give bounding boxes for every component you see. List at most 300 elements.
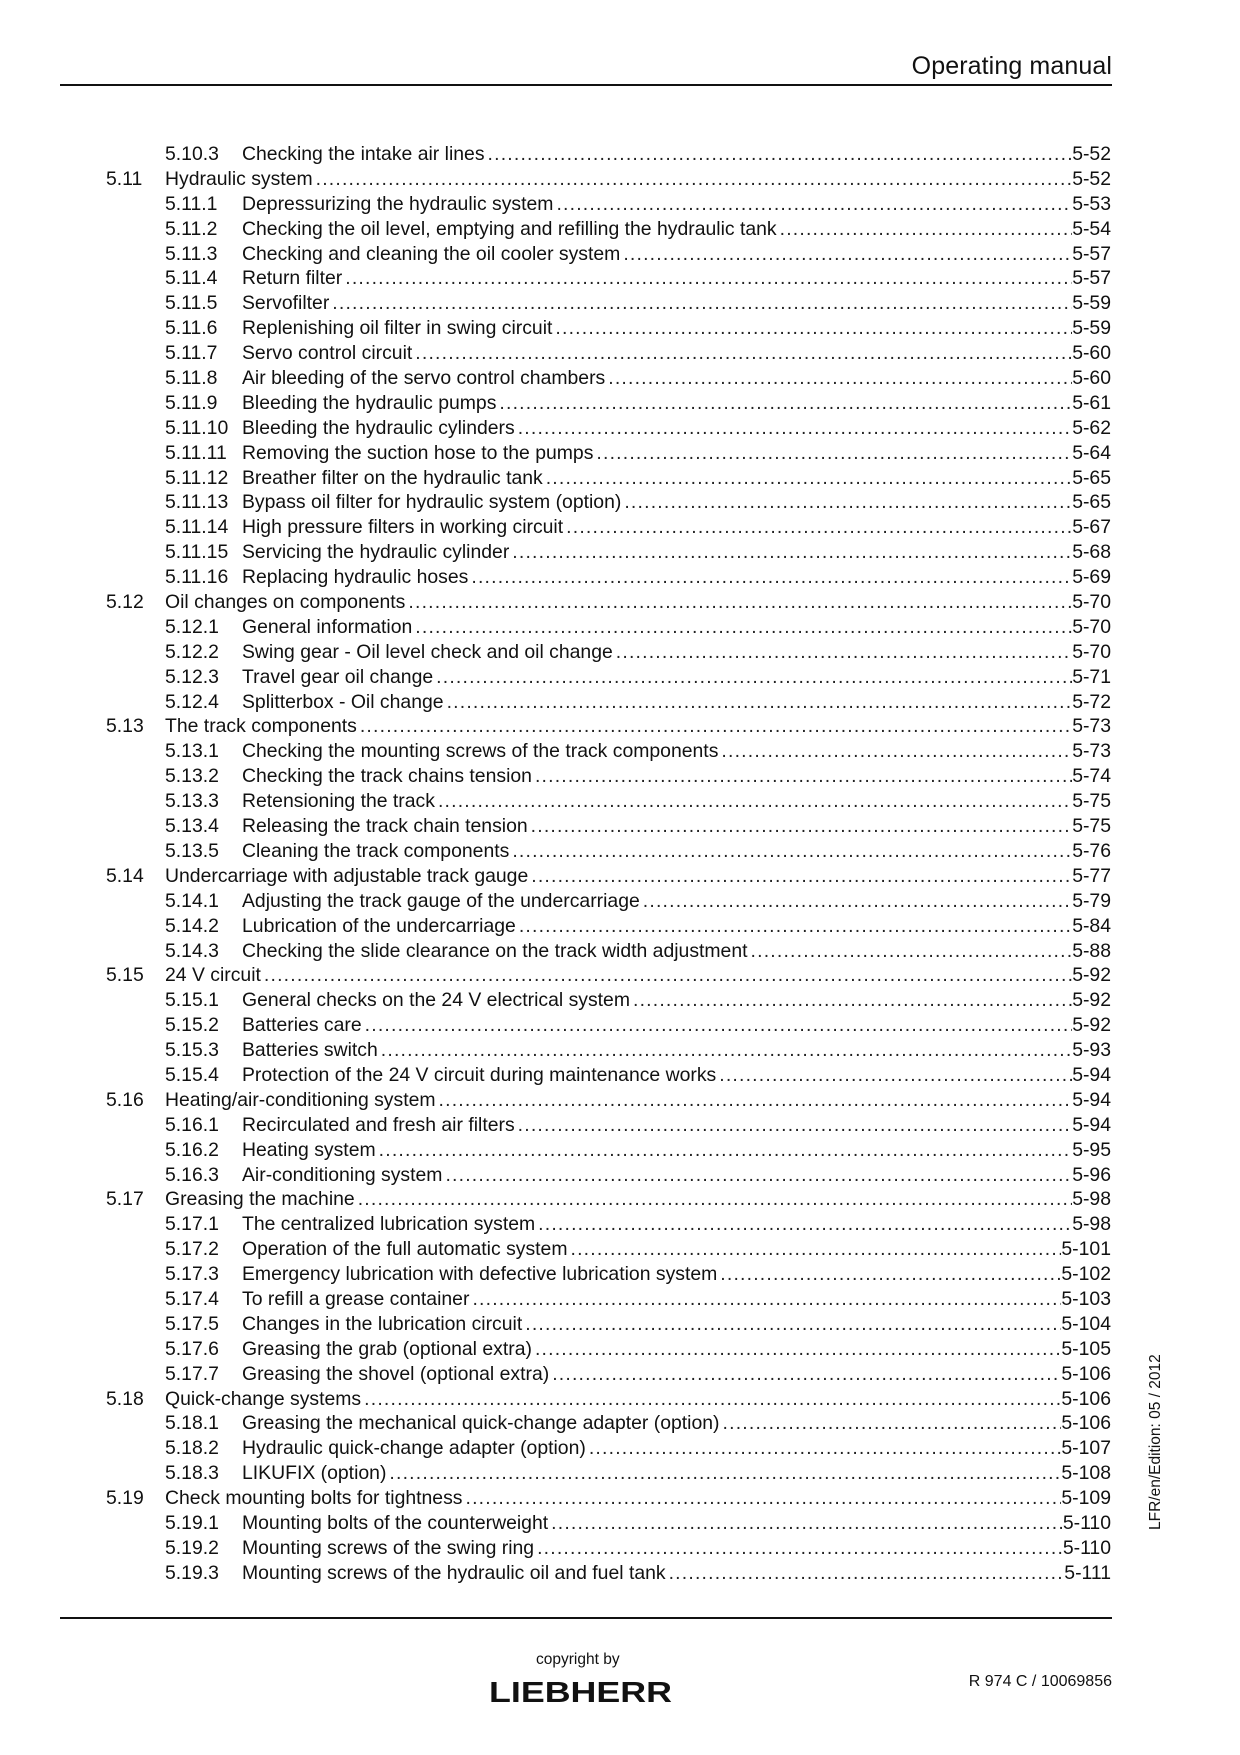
subsection-number: 5.11.11 bbox=[165, 441, 227, 464]
dot-leader bbox=[355, 1187, 1072, 1212]
toc-entry bbox=[165, 192, 1111, 217]
dot-leader bbox=[412, 615, 1072, 640]
toc-subsection-row[interactable] bbox=[0, 1212, 1240, 1237]
toc-entry bbox=[165, 764, 1111, 789]
toc-section-row[interactable] bbox=[0, 714, 1240, 739]
toc-subsection-row[interactable] bbox=[0, 914, 1240, 939]
dot-leader bbox=[718, 739, 1072, 764]
section-number: 5.18 bbox=[106, 1387, 144, 1410]
entry-title: Undercarriage with adjustable track gauge bbox=[165, 864, 529, 887]
entry-title: Mounting bolts of the counterweight bbox=[242, 1511, 549, 1534]
toc-subsection-row[interactable] bbox=[0, 1287, 1240, 1312]
subsection-number: 5.11.16 bbox=[165, 566, 229, 589]
page-number: 5-57 bbox=[1072, 242, 1111, 265]
dot-leader bbox=[567, 1237, 1061, 1262]
entry-title: Splitterbox - Oil change bbox=[242, 690, 444, 713]
page-number: 5-70 bbox=[1072, 640, 1111, 663]
toc-entry bbox=[165, 242, 1111, 267]
entry-title: General checks on the 24 V electrical system bbox=[242, 989, 630, 1012]
subsection-number: 5.14.2 bbox=[165, 914, 219, 937]
entry-title: The centralized lubrication system bbox=[242, 1213, 536, 1236]
dot-leader bbox=[342, 266, 1072, 291]
toc-entry bbox=[165, 1138, 1111, 1163]
entry-title: Servicing the hydraulic cylinder bbox=[242, 541, 510, 564]
dot-leader bbox=[552, 316, 1072, 341]
subsection-number: 5.17.5 bbox=[165, 1312, 219, 1335]
subsection-number: 5.17.1 bbox=[165, 1213, 219, 1236]
toc-subsection-row[interactable] bbox=[0, 889, 1240, 914]
entry-title: Hydraulic system bbox=[165, 167, 313, 190]
dot-leader bbox=[433, 665, 1072, 690]
page-number: 5-98 bbox=[1072, 1213, 1111, 1236]
dot-leader bbox=[528, 864, 1072, 889]
subsection-number: 5.11.8 bbox=[165, 367, 218, 390]
toc-subsection-row[interactable] bbox=[0, 739, 1240, 764]
section-number: 5.15 bbox=[106, 964, 144, 987]
entry-title: Swing gear - Oil level check and oil change bbox=[242, 640, 613, 663]
dot-leader bbox=[716, 1063, 1072, 1088]
toc-entry bbox=[165, 540, 1111, 565]
entry-title: Mounting screws of the hydraulic oil and fuel tank bbox=[242, 1561, 666, 1584]
dot-leader bbox=[496, 391, 1072, 416]
entry-title: Cleaning the track components bbox=[242, 839, 510, 862]
toc-subsection-row[interactable] bbox=[0, 1536, 1240, 1561]
subsection-number: 5.12.2 bbox=[165, 640, 219, 663]
subsection-number: 5.11.10 bbox=[165, 416, 229, 439]
dot-leader bbox=[613, 640, 1072, 665]
toc-subsection-row[interactable] bbox=[0, 939, 1240, 964]
dot-leader bbox=[553, 192, 1072, 217]
entry-title: Protection of the 24 V circuit during maintenance works bbox=[242, 1063, 717, 1086]
subsection-number: 5.13.2 bbox=[165, 765, 219, 788]
dot-leader bbox=[515, 416, 1072, 441]
toc-subsection-row[interactable] bbox=[0, 540, 1240, 565]
subsection-number: 5.18.1 bbox=[165, 1412, 219, 1435]
toc-subsection-row[interactable] bbox=[0, 839, 1240, 864]
toc-entry bbox=[165, 1212, 1111, 1237]
subsection-number: 5.16.2 bbox=[165, 1138, 219, 1161]
toc-subsection-row[interactable] bbox=[0, 1561, 1240, 1586]
toc-subsection-row[interactable] bbox=[0, 316, 1240, 341]
subsection-number: 5.17.3 bbox=[165, 1263, 219, 1286]
toc-entry bbox=[165, 690, 1111, 715]
subsection-number: 5.13.5 bbox=[165, 839, 219, 862]
toc-subsection-row[interactable] bbox=[0, 490, 1240, 515]
entry-title: Checking the oil level, emptying and refilling the hydraulic tank bbox=[242, 217, 777, 240]
page-number: 5-94 bbox=[1072, 1063, 1111, 1086]
toc-subsection-row[interactable] bbox=[0, 1362, 1240, 1387]
toc-subsection-row[interactable] bbox=[0, 1237, 1240, 1262]
section-number: 5.14 bbox=[106, 864, 144, 887]
subsection-number: 5.11.12 bbox=[165, 466, 229, 489]
entry-title: Servofilter bbox=[242, 292, 330, 315]
toc-subsection-row[interactable] bbox=[0, 565, 1240, 590]
page-number: 5-65 bbox=[1072, 491, 1111, 514]
page-title: Operating manual bbox=[911, 52, 1112, 80]
toc-entry bbox=[165, 864, 1111, 889]
dot-leader bbox=[666, 1561, 1065, 1586]
toc-entry bbox=[165, 1013, 1111, 1038]
page-number: 5-75 bbox=[1072, 790, 1111, 813]
page-number: 5-94 bbox=[1072, 1113, 1111, 1136]
page-number: 5-77 bbox=[1072, 864, 1111, 887]
section-number: 5.13 bbox=[106, 715, 144, 738]
toc-section-row[interactable] bbox=[0, 963, 1240, 988]
dot-leader bbox=[548, 1511, 1063, 1536]
toc-subsection-row[interactable] bbox=[0, 217, 1240, 242]
entry-title: Checking the mounting screws of the track components bbox=[242, 740, 719, 763]
dot-leader bbox=[593, 441, 1072, 466]
toc-entry bbox=[165, 1362, 1111, 1387]
page-number: 5-106 bbox=[1061, 1412, 1111, 1435]
toc-entry bbox=[165, 1337, 1111, 1362]
page-number: 5-79 bbox=[1072, 889, 1111, 912]
toc-subsection-row[interactable] bbox=[0, 1461, 1240, 1486]
section-number: 5.12 bbox=[106, 591, 144, 614]
page-number: 5-101 bbox=[1061, 1238, 1111, 1261]
toc-entry bbox=[165, 1088, 1111, 1113]
entry-title: Checking and cleaning the oil cooler system bbox=[242, 242, 621, 265]
toc-subsection-row[interactable] bbox=[0, 291, 1240, 316]
toc-subsection-row[interactable] bbox=[0, 814, 1240, 839]
dot-leader bbox=[376, 1138, 1073, 1163]
dot-leader bbox=[777, 217, 1073, 242]
dot-leader bbox=[509, 540, 1072, 565]
subsection-number: 5.13.4 bbox=[165, 815, 219, 838]
dot-leader bbox=[442, 1163, 1072, 1188]
page-number: 5-61 bbox=[1072, 391, 1111, 414]
dot-leader bbox=[435, 789, 1072, 814]
dot-leader bbox=[485, 142, 1073, 167]
toc-entry bbox=[165, 266, 1111, 291]
subsection-number: 5.18.3 bbox=[165, 1462, 219, 1485]
entry-title: Bleeding the hydraulic cylinders bbox=[242, 416, 515, 439]
entry-title: Lubrication of the undercarriage bbox=[242, 914, 516, 937]
toc-entry bbox=[165, 341, 1111, 366]
subsection-number: 5.19.2 bbox=[165, 1536, 219, 1559]
toc-entry bbox=[165, 914, 1111, 939]
dot-leader bbox=[405, 590, 1072, 615]
dot-leader bbox=[535, 1212, 1072, 1237]
subsection-number: 5.12.3 bbox=[165, 665, 219, 688]
page-number: 5-110 bbox=[1062, 1536, 1111, 1559]
subsection-number: 5.13.3 bbox=[165, 790, 219, 813]
toc-entry bbox=[165, 1387, 1111, 1412]
toc-entry bbox=[165, 889, 1111, 914]
entry-title: Breather filter on the hydraulic tank bbox=[242, 466, 543, 489]
toc-subsection-row[interactable] bbox=[0, 1436, 1240, 1461]
entry-title: Adjusting the track gauge of the undercarriage bbox=[242, 889, 640, 912]
page-number: 5-67 bbox=[1072, 516, 1111, 539]
page-number: 5-60 bbox=[1072, 342, 1111, 365]
entry-title: Return filter bbox=[242, 267, 343, 290]
document-id: R 974 C / 10069856 bbox=[968, 1673, 1112, 1690]
toc-entry bbox=[165, 1312, 1111, 1337]
dot-leader bbox=[261, 963, 1072, 988]
toc-subsection-row[interactable] bbox=[0, 1337, 1240, 1362]
toc-section-row[interactable] bbox=[0, 1387, 1240, 1412]
toc-entry bbox=[165, 1237, 1111, 1262]
entry-title: Batteries switch bbox=[242, 1039, 378, 1062]
dot-leader bbox=[436, 1088, 1073, 1113]
page-number: 5-59 bbox=[1072, 317, 1111, 340]
entry-title: Hydraulic quick-change adapter (option) bbox=[242, 1437, 586, 1460]
table-of-contents bbox=[0, 142, 1240, 1586]
toc-section-row[interactable] bbox=[0, 1088, 1240, 1113]
subsection-number: 5.13.1 bbox=[165, 740, 219, 763]
subsection-number: 5.11.5 bbox=[165, 292, 218, 315]
toc-entry bbox=[165, 1486, 1111, 1511]
toc-subsection-row[interactable] bbox=[0, 640, 1240, 665]
toc-subsection-row[interactable] bbox=[0, 1163, 1240, 1188]
subsection-number: 5.16.3 bbox=[165, 1163, 219, 1186]
toc-entry bbox=[165, 739, 1111, 764]
dot-leader bbox=[444, 690, 1073, 715]
page-number: 5-92 bbox=[1072, 964, 1111, 987]
toc-entry bbox=[165, 1287, 1111, 1312]
header-rule bbox=[60, 84, 1112, 86]
dot-leader bbox=[378, 1038, 1072, 1063]
dot-leader bbox=[361, 1387, 1061, 1412]
page-number: 5-74 bbox=[1072, 765, 1111, 788]
page-number: 5-54 bbox=[1072, 217, 1111, 240]
page-number: 5-110 bbox=[1062, 1511, 1111, 1534]
page-number: 5-65 bbox=[1072, 466, 1111, 489]
entry-title: Emergency lubrication with defective lubrication system bbox=[242, 1263, 718, 1286]
toc-subsection-row[interactable] bbox=[0, 1511, 1240, 1536]
entry-title: Greasing the machine bbox=[165, 1188, 355, 1211]
toc-subsection-row[interactable] bbox=[0, 266, 1240, 291]
logo-wordmark: LIEBHERR bbox=[489, 1679, 673, 1705]
toc-entry bbox=[165, 515, 1111, 540]
dot-leader bbox=[528, 814, 1073, 839]
page-number: 5-57 bbox=[1072, 267, 1111, 290]
entry-title: Greasing the grab (optional extra) bbox=[242, 1337, 532, 1360]
entry-title: Greasing the shovel (optional extra) bbox=[242, 1362, 550, 1385]
toc-subsection-row[interactable] bbox=[0, 515, 1240, 540]
toc-entry bbox=[165, 490, 1111, 515]
page-number: 5-106 bbox=[1061, 1387, 1111, 1410]
toc-subsection-row[interactable] bbox=[0, 192, 1240, 217]
dot-leader bbox=[532, 764, 1072, 789]
page-number: 5-72 bbox=[1072, 690, 1111, 713]
toc-subsection-row[interactable] bbox=[0, 665, 1240, 690]
toc-section-row[interactable] bbox=[0, 1187, 1240, 1212]
entry-title: Servo control circuit bbox=[242, 342, 413, 365]
toc-subsection-row[interactable] bbox=[0, 764, 1240, 789]
subsection-number: 5.11.7 bbox=[165, 342, 218, 365]
toc-entry bbox=[165, 1063, 1111, 1088]
entry-title: Air-conditioning system bbox=[242, 1163, 443, 1186]
toc-section-row[interactable] bbox=[0, 590, 1240, 615]
dot-leader bbox=[640, 889, 1072, 914]
page-number: 5-64 bbox=[1072, 441, 1111, 464]
subsection-number: 5.11.1 bbox=[165, 192, 218, 215]
toc-entry bbox=[165, 789, 1111, 814]
dot-leader bbox=[469, 1287, 1061, 1312]
entry-title: High pressure filters in working circuit bbox=[242, 516, 564, 539]
entry-title: 24 V circuit bbox=[165, 964, 261, 987]
entry-title: Retensioning the track bbox=[242, 790, 435, 813]
subsection-number: 5.15.4 bbox=[165, 1063, 219, 1086]
entry-title: Changes in the lubrication circuit bbox=[242, 1312, 523, 1335]
toc-subsection-row[interactable] bbox=[0, 242, 1240, 267]
toc-subsection-row[interactable] bbox=[0, 391, 1240, 416]
toc-subsection-row[interactable] bbox=[0, 615, 1240, 640]
toc-subsection-row[interactable] bbox=[0, 690, 1240, 715]
dot-leader bbox=[516, 914, 1072, 939]
dot-leader bbox=[717, 1262, 1061, 1287]
entry-title: Heating system bbox=[242, 1138, 376, 1161]
dot-leader bbox=[329, 291, 1072, 316]
toc-section-row[interactable] bbox=[0, 864, 1240, 889]
toc-entry bbox=[165, 291, 1111, 316]
entry-title: Replenishing oil filter in swing circuit bbox=[242, 317, 553, 340]
dot-leader bbox=[468, 565, 1072, 590]
toc-subsection-row[interactable] bbox=[0, 1113, 1240, 1138]
toc-entry bbox=[165, 217, 1111, 242]
entry-title: Greasing the mechanical quick-change adapter (option) bbox=[242, 1412, 720, 1435]
toc-subsection-row[interactable] bbox=[0, 1138, 1240, 1163]
page-number: 5-73 bbox=[1072, 740, 1111, 763]
page-number: 5-104 bbox=[1061, 1312, 1111, 1335]
page-number: 5-98 bbox=[1072, 1188, 1111, 1211]
subsection-number: 5.14.1 bbox=[165, 889, 219, 912]
page-number: 5-111 bbox=[1064, 1561, 1111, 1584]
dot-leader bbox=[586, 1436, 1062, 1461]
page-number: 5-92 bbox=[1072, 1014, 1111, 1037]
dot-leader bbox=[357, 714, 1072, 739]
toc-subsection-row[interactable] bbox=[0, 1063, 1240, 1088]
entry-title: LIKUFIX (option) bbox=[242, 1462, 387, 1485]
entry-title: Mounting screws of the swing ring bbox=[242, 1536, 535, 1559]
toc-entry bbox=[165, 615, 1111, 640]
toc-entry bbox=[165, 1038, 1111, 1063]
entry-title: Batteries care bbox=[242, 1014, 362, 1037]
dot-leader bbox=[534, 1536, 1063, 1561]
subsection-number: 5.11.14 bbox=[165, 516, 229, 539]
toc-subsection-row[interactable] bbox=[0, 988, 1240, 1013]
page-number: 5-96 bbox=[1072, 1163, 1111, 1186]
entry-title: Heating/air-conditioning system bbox=[165, 1088, 436, 1111]
dot-leader bbox=[362, 1013, 1073, 1038]
subsection-number: 5.15.3 bbox=[165, 1039, 219, 1062]
dot-leader bbox=[313, 167, 1073, 192]
toc-entry bbox=[165, 665, 1111, 690]
toc-entry bbox=[165, 1461, 1111, 1486]
subsection-number: 5.11.2 bbox=[165, 217, 218, 240]
liebherr-logo bbox=[489, 1679, 674, 1705]
subsection-number: 5.17.6 bbox=[165, 1337, 219, 1360]
entry-title: Bypass oil filter for hydraulic system (option) bbox=[242, 491, 622, 514]
toc-section-row[interactable] bbox=[0, 1486, 1240, 1511]
toc-entry bbox=[165, 814, 1111, 839]
entry-title: Oil changes on components bbox=[165, 591, 406, 614]
toc-subsection-row[interactable] bbox=[0, 466, 1240, 491]
toc-section-row[interactable] bbox=[0, 167, 1240, 192]
subsection-number: 5.11.9 bbox=[165, 391, 218, 414]
section-number: 5.11 bbox=[106, 167, 143, 190]
entry-title: Removing the suction hose to the pumps bbox=[242, 441, 594, 464]
page-number: 5-92 bbox=[1072, 989, 1111, 1012]
toc-entry bbox=[165, 1262, 1111, 1287]
page-number: 5-70 bbox=[1072, 615, 1111, 638]
page-number: 5-94 bbox=[1072, 1088, 1111, 1111]
toc-entry bbox=[165, 416, 1111, 441]
toc-entry bbox=[165, 1187, 1111, 1212]
entry-title: Replacing hydraulic hoses bbox=[242, 566, 469, 589]
dot-leader bbox=[462, 1486, 1061, 1511]
page-number: 5-105 bbox=[1061, 1337, 1111, 1360]
entry-title: The track components bbox=[165, 715, 357, 738]
toc-subsection-row[interactable] bbox=[0, 789, 1240, 814]
section-number: 5.19 bbox=[106, 1487, 144, 1510]
toc-entry bbox=[165, 1536, 1111, 1561]
toc-subsection-row[interactable] bbox=[0, 366, 1240, 391]
toc-entry bbox=[165, 963, 1111, 988]
toc-subsection-row[interactable] bbox=[0, 441, 1240, 466]
entry-title: Checking the slide clearance on the track width adjustment bbox=[242, 939, 748, 962]
page-number: 5-60 bbox=[1072, 367, 1111, 390]
entry-title: Travel gear oil change bbox=[242, 665, 434, 688]
subsection-number: 5.11.3 bbox=[165, 242, 218, 265]
entry-title: Releasing the track chain tension bbox=[242, 815, 528, 838]
dot-leader bbox=[630, 988, 1072, 1013]
page-number: 5-84 bbox=[1072, 914, 1111, 937]
page-number: 5-70 bbox=[1072, 591, 1111, 614]
edition-note: LFR/en/Edition: 05 / 2012 bbox=[1147, 1354, 1164, 1530]
subsection-number: 5.10.3 bbox=[165, 143, 219, 165]
toc-subsection-row[interactable] bbox=[0, 142, 1240, 167]
entry-title: Checking the intake air lines bbox=[242, 143, 485, 165]
dot-leader bbox=[605, 366, 1072, 391]
toc-subsection-row[interactable] bbox=[0, 1013, 1240, 1038]
toc-subsection-row[interactable] bbox=[0, 1411, 1240, 1436]
toc-subsection-row[interactable] bbox=[0, 416, 1240, 441]
toc-entry bbox=[165, 366, 1111, 391]
subsection-number: 5.15.2 bbox=[165, 1014, 219, 1037]
toc-subsection-row[interactable] bbox=[0, 1312, 1240, 1337]
subsection-number: 5.17.2 bbox=[165, 1238, 219, 1261]
dot-leader bbox=[532, 1337, 1061, 1362]
toc-entry bbox=[165, 590, 1111, 615]
toc-entry bbox=[165, 714, 1111, 739]
page-number: 5-71 bbox=[1072, 665, 1111, 688]
page-number: 5-52 bbox=[1072, 167, 1111, 190]
dot-leader bbox=[720, 1411, 1062, 1436]
dot-leader bbox=[522, 1312, 1061, 1337]
subsection-number: 5.17.4 bbox=[165, 1287, 219, 1310]
page-number: 5-69 bbox=[1072, 566, 1111, 589]
toc-subsection-row[interactable] bbox=[0, 1038, 1240, 1063]
dot-leader bbox=[620, 242, 1072, 267]
toc-entry bbox=[165, 939, 1111, 964]
toc-entry bbox=[165, 1163, 1111, 1188]
subsection-number: 5.19.1 bbox=[165, 1511, 219, 1534]
subsection-number: 5.14.3 bbox=[165, 939, 219, 962]
toc-entry bbox=[165, 167, 1111, 192]
page-number: 5-93 bbox=[1072, 1039, 1111, 1062]
subsection-number: 5.12.4 bbox=[165, 690, 219, 713]
page-number: 5-52 bbox=[1072, 143, 1111, 165]
toc-subsection-row[interactable] bbox=[0, 1262, 1240, 1287]
toc-subsection-row[interactable] bbox=[0, 341, 1240, 366]
dot-leader bbox=[748, 939, 1073, 964]
page-number: 5-73 bbox=[1072, 715, 1111, 738]
page-number: 5-53 bbox=[1072, 192, 1111, 215]
page-number: 5-68 bbox=[1072, 541, 1111, 564]
toc-entry bbox=[165, 839, 1111, 864]
